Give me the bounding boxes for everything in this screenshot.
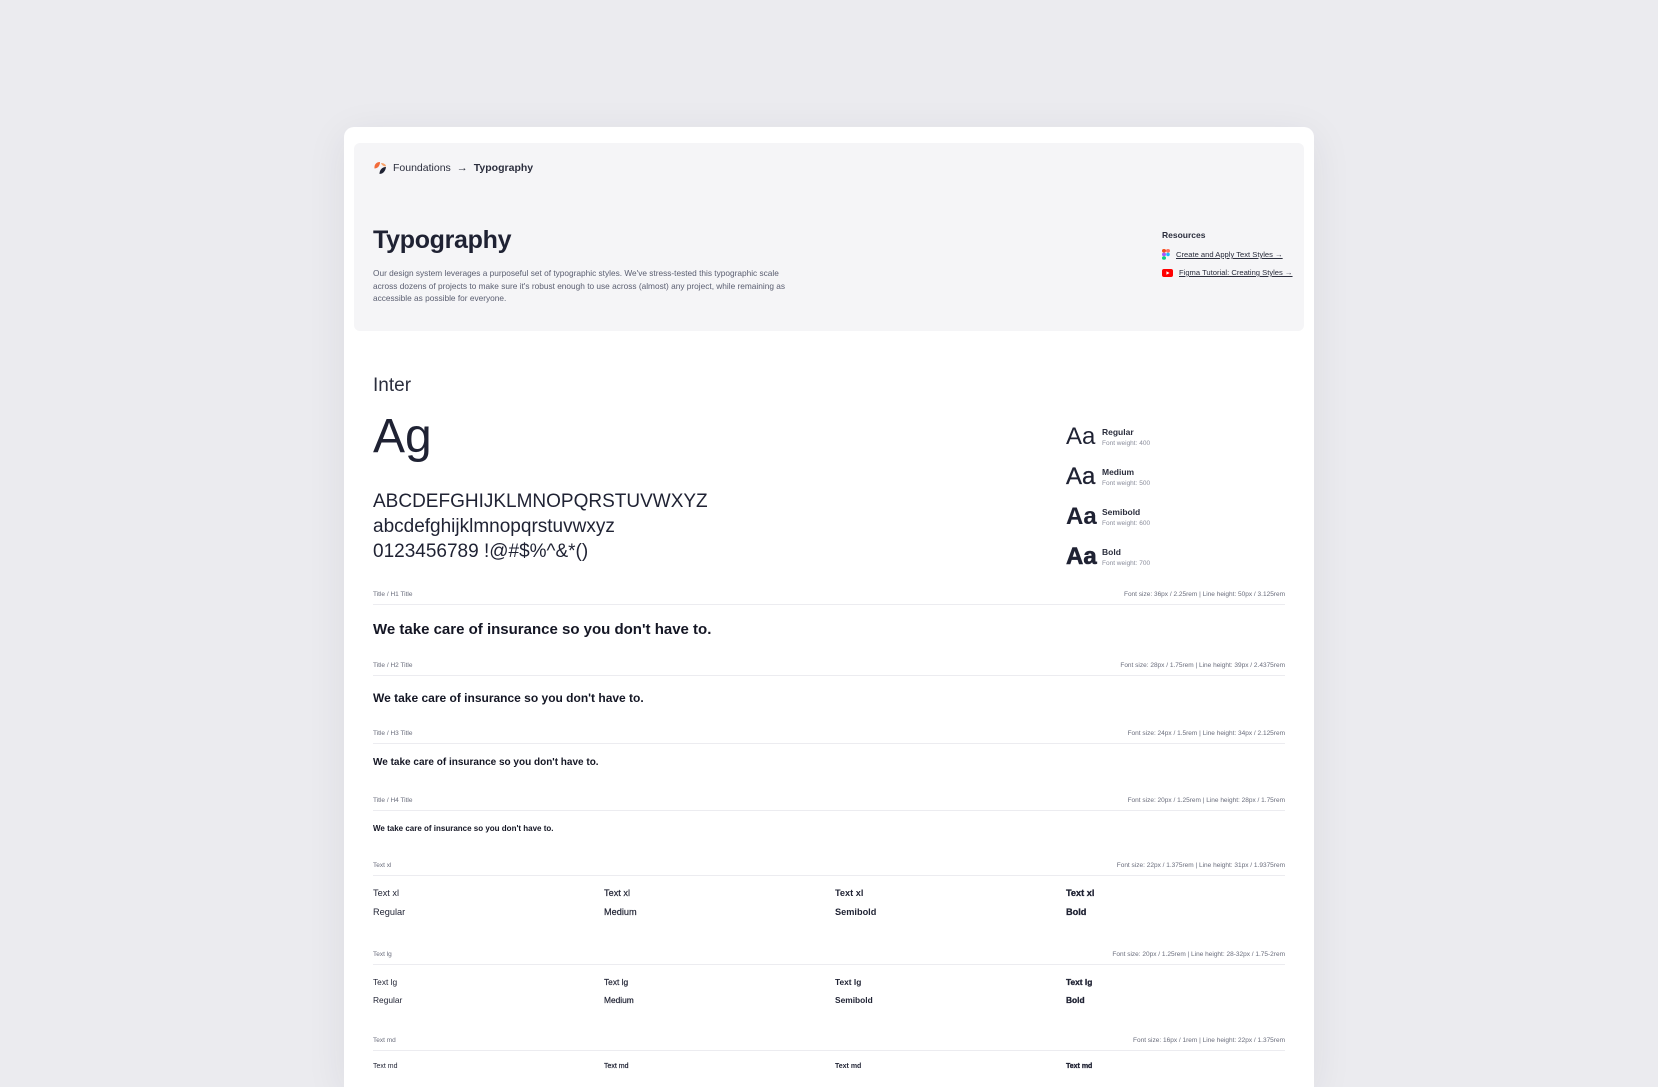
font-weights-list: [1066, 417, 1286, 577]
weight-bold: [1066, 537, 1286, 577]
style-spec: Font size: 36px / 2.25rem | Line height: 50px / 3.125rem: [1123, 591, 1285, 598]
lowercase-letters: abcdefghijklmnopqrstuvwxyz: [373, 516, 615, 537]
text-sample: Text md: [604, 1063, 629, 1070]
style-text-xl: [373, 862, 1285, 917]
style-spec: Font size: 20px / 1.25rem | Line height: 28px / 1.75rem: [1127, 797, 1285, 804]
text-sample: Text md: [373, 1063, 398, 1070]
style-label: Title / H2 Title: [373, 662, 413, 669]
text-sample: Text xl: [1066, 888, 1095, 898]
resource-link-figma-tutorial[interactable]: [1162, 268, 1302, 277]
style-text-lg: [373, 951, 1285, 1005]
brand-logo-icon: [373, 161, 387, 175]
style-h2: [373, 662, 1285, 705]
weight-name: Medium: [1102, 467, 1135, 477]
style-label: Title / H4 Title: [373, 797, 413, 804]
style-sample: We take care of insurance so you don't have to.: [373, 691, 644, 705]
youtube-icon: [1162, 269, 1173, 277]
resource-link-label: Figma Tutorial: Creating Styles →: [1179, 268, 1293, 277]
style-spec: Font size: 24px / 1.5rem | Line height: 34px / 2.125rem: [1127, 730, 1285, 737]
weight-value: Font weight: 500: [1102, 480, 1151, 487]
resource-link-label: Create and Apply Text Styles →: [1176, 250, 1283, 259]
weight-label: Regular: [373, 995, 403, 1005]
character-set: [373, 489, 708, 564]
weight-value: Font weight: 400: [1102, 440, 1151, 447]
weight-label: Medium: [604, 995, 634, 1005]
style-h1: [373, 591, 1285, 638]
text-xl-weights-grid: [373, 888, 1285, 917]
text-sample: Text md: [1066, 1063, 1093, 1070]
breadcrumb-arrow-icon: →: [456, 162, 468, 174]
style-spec: Font size: 20px / 1.25rem | Line height: 28-32px / 1.75-2rem: [1112, 951, 1285, 958]
weight-value: Font weight: 600: [1102, 520, 1151, 527]
style-sample: We take care of insurance so you don't have to.: [373, 621, 712, 638]
weight-regular: [1066, 417, 1286, 457]
breadcrumb-current: Typography: [473, 162, 534, 174]
style-h3: [373, 730, 1285, 768]
style-h4: [373, 797, 1285, 833]
weight-label: Bold: [1066, 995, 1085, 1005]
weight-label: Semibold: [835, 995, 873, 1005]
style-sample: We take care of insurance so you don't have to.: [373, 757, 599, 768]
weight-sample: Aa: [1066, 503, 1097, 530]
weight-label: Bold: [1066, 907, 1087, 917]
style-label: Text md: [373, 1037, 396, 1044]
style-spec: Font size: 28px / 1.75rem | Line height: 39px / 2.4375rem: [1120, 662, 1285, 669]
weight-medium: [1066, 457, 1286, 497]
weight-name: Bold: [1102, 547, 1121, 557]
text-sample: Text lg: [373, 977, 398, 987]
weight-name: Regular: [1102, 427, 1134, 437]
resources-title: Resources: [1162, 230, 1206, 240]
text-sample: Text lg: [835, 977, 862, 987]
weight-sample: Aa: [1066, 463, 1096, 490]
page-title: Typography: [373, 226, 512, 254]
style-sample: We take care of insurance so you don't have to.: [373, 824, 554, 833]
weight-semibold: [1066, 497, 1286, 537]
resource-link-text-styles[interactable]: [1162, 249, 1302, 260]
text-sample: Text lg: [604, 977, 629, 987]
uppercase-letters: ABCDEFGHIJKLMNOPQRSTUVWXYZ: [373, 491, 708, 512]
page-header: [354, 143, 1304, 331]
weight-sample: Aa: [1066, 543, 1097, 570]
style-text-md: [373, 1037, 1285, 1070]
style-label: Text lg: [373, 951, 392, 958]
style-spec: Font size: 16px / 1rem | Line height: 22px / 1.375rem: [1133, 1037, 1285, 1044]
text-sample: Text xl: [373, 888, 400, 898]
font-glyph-sample: Ag: [373, 410, 432, 463]
numbers-symbols: 0123456789 !@#$%^&*(): [373, 541, 589, 562]
text-sample: Text lg: [1066, 977, 1093, 987]
font-family-name: Inter: [373, 375, 412, 396]
style-label: Title / H3 Title: [373, 730, 413, 737]
weight-name: Semibold: [1102, 507, 1141, 517]
typography-page-frame: [344, 127, 1314, 1087]
text-sample: Text xl: [604, 888, 631, 898]
weight-label: Regular: [373, 907, 406, 917]
figma-icon: [1162, 249, 1170, 260]
text-md-weights-grid: [373, 1063, 1285, 1070]
page-description: Our design system leverages a purposeful set of typographic styles. We've stress-tested this typographic scale across dozens of projects to make sure it's robust enough to use across (almost) any project, while remaining as accessible as possible for everyone.: [373, 268, 786, 303]
breadcrumb: [373, 161, 533, 175]
weight-sample: Aa: [1066, 423, 1096, 450]
weight-label: Medium: [604, 907, 637, 917]
resources-panel: [1162, 230, 1302, 285]
style-label: Text xl: [373, 862, 392, 869]
text-sample: Text xl: [835, 888, 864, 898]
style-label: Title / H1 Title: [373, 591, 413, 598]
text-sample: Text md: [835, 1063, 862, 1070]
style-spec: Font size: 22px / 1.375rem | Line height: 31px / 1.9375rem: [1116, 862, 1285, 869]
weight-label: Semibold: [835, 907, 877, 917]
weight-value: Font weight: 700: [1102, 560, 1151, 567]
text-lg-weights-grid: [373, 977, 1285, 1005]
breadcrumb-foundations[interactable]: Foundations: [393, 162, 451, 174]
